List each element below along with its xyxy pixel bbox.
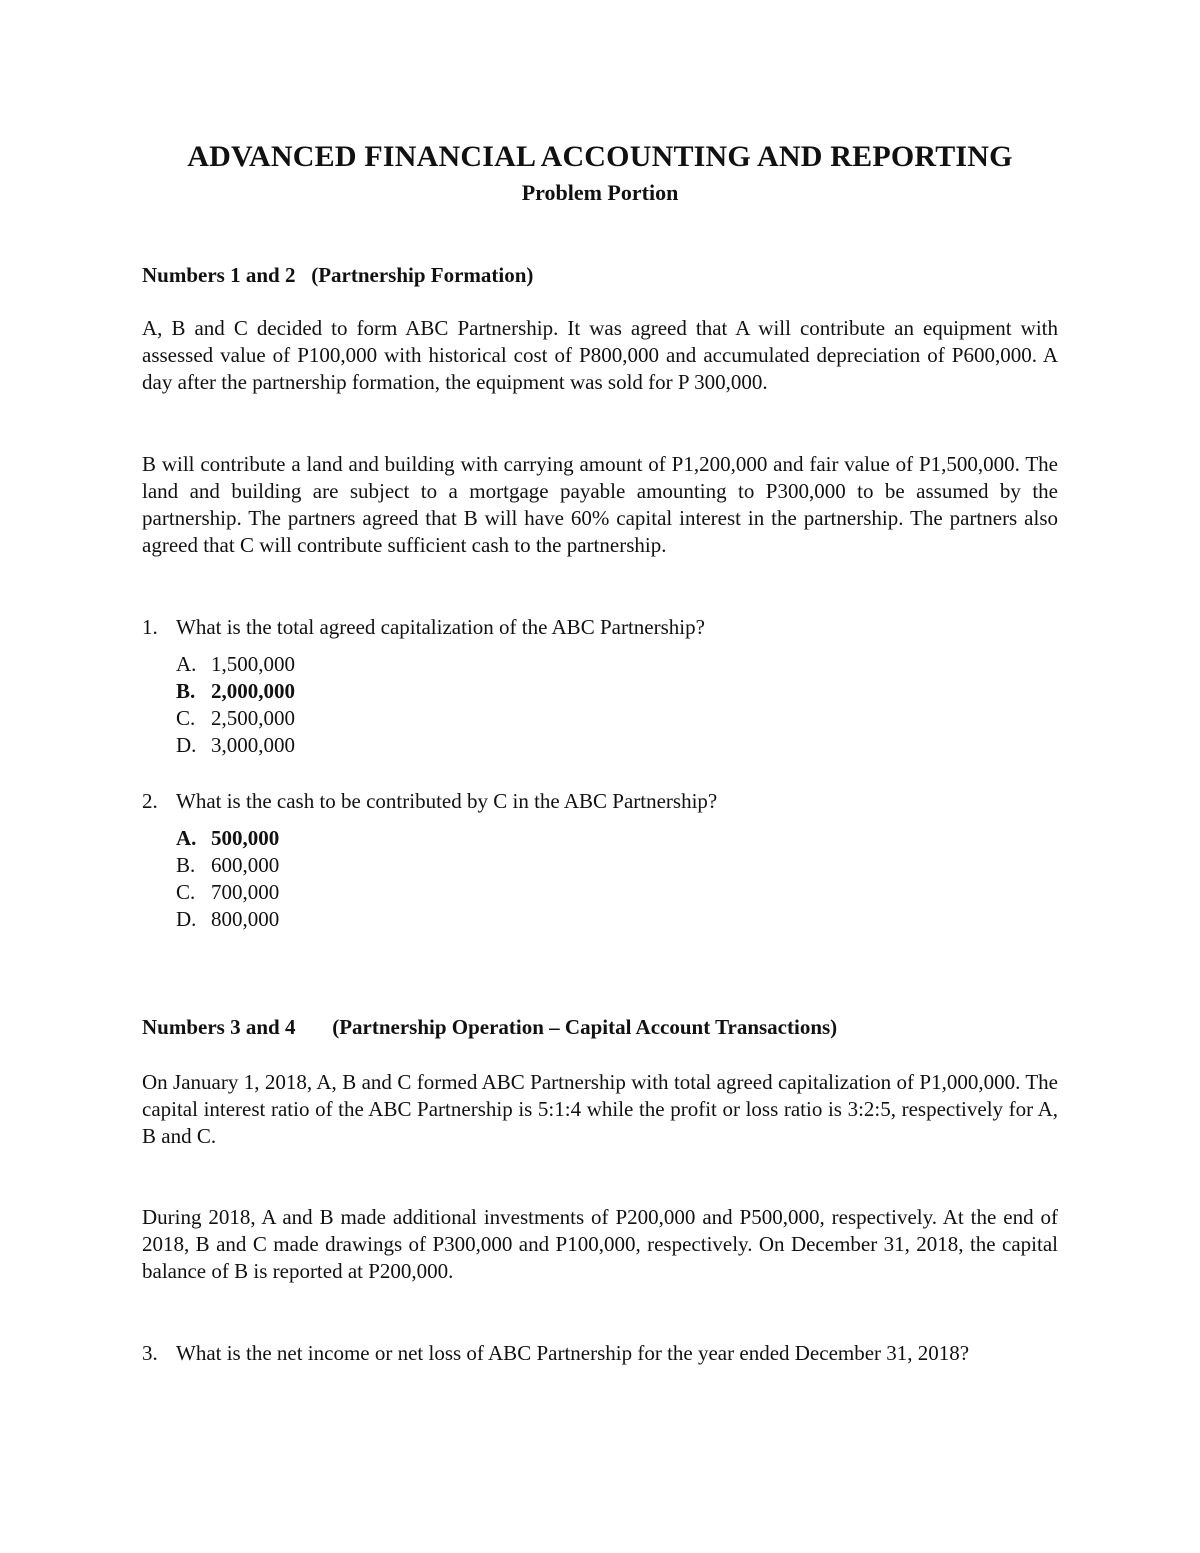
document-title: ADVANCED FINANCIAL ACCOUNTING AND REPORTING: [187, 140, 1013, 173]
section2-heading-topic: (Partnership Operation – Capital Account Transactions): [332, 1015, 838, 1039]
question-1-option-c: [176, 705, 295, 732]
question-1-options: [176, 651, 295, 759]
section1-paragraph-1: A, B and C decided to form ABC Partnership. It was agreed that A will contribute an equipment with assessed value of P100,000 with historical cost of P800,000 and accumulated depreciation of P600,000. A day after the partnership formation, the equipment was sold for P 300,000.: [142, 316, 1058, 394]
question-1-text: What is the total agreed capitalization of the ABC Partnership?: [176, 615, 705, 639]
section2-paragraph-1: On January 1, 2018, A, B and C formed ABC Partnership with total agreed capitalization of P1,000,000. The capital interest ratio of the ABC Partnership is 5:1:4 while the profit or loss ratio is 3:2:5, respectively for A, B and C.: [142, 1070, 1058, 1148]
question-2-option-c: [176, 879, 279, 906]
section2-heading-numbers: Numbers 3 and 4: [142, 1015, 296, 1039]
section2-heading: [142, 1015, 837, 1040]
question-3: [142, 1340, 1058, 1367]
question-3-text: What is the net income or net loss of ABC Partnership for the year ended December 31, 2018?: [176, 1341, 970, 1365]
question-1-option-b: [176, 678, 295, 705]
question-1-option-a: [176, 651, 295, 678]
option-letter: C.: [176, 880, 196, 904]
option-letter: A.: [176, 652, 197, 676]
option-letter: D.: [176, 907, 197, 931]
section1-heading-topic: (Partnership Formation): [311, 263, 534, 287]
option-value: 700,000: [211, 880, 280, 904]
section1-paragraph-2: B will contribute a land and building with carrying amount of P1,200,000 and fair value of P1,500,000. The land and building are subject to a mortgage payable amounting to P300,000 to be assumed by the partnership. The partners agreed that B will have 60% capital interest in the partnership. The partners also agreed that C will contribute sufficient cash to the partnership.: [142, 452, 1058, 557]
document-subtitle: Problem Portion: [521, 180, 679, 205]
question-1-option-d: [176, 732, 295, 759]
question-1: [142, 614, 1058, 641]
option-value: 500,000: [211, 826, 280, 850]
question-2-option-d: [176, 906, 279, 933]
section1-heading: [142, 263, 533, 288]
question-2-options: [176, 825, 279, 933]
option-value: 2,000,000: [211, 679, 295, 703]
question-2-option-a: [176, 825, 279, 852]
option-value: 800,000: [211, 907, 280, 931]
question-3-number: 3.: [142, 1341, 158, 1365]
question-1-number: 1.: [142, 615, 158, 639]
option-value: 1,500,000: [211, 652, 295, 676]
option-letter: C.: [176, 706, 196, 730]
section1-heading-numbers: Numbers 1 and 2: [142, 263, 296, 287]
question-2-option-b: [176, 852, 279, 879]
option-value: 600,000: [211, 853, 280, 877]
option-value: 2,500,000: [211, 706, 295, 730]
question-2-number: 2.: [142, 789, 158, 813]
option-value: 3,000,000: [211, 733, 295, 757]
option-letter: D.: [176, 733, 197, 757]
question-2-text: What is the cash to be contributed by C in the ABC Partnership?: [176, 789, 718, 813]
option-letter: A.: [176, 826, 197, 850]
question-2: [142, 788, 1058, 815]
section2-paragraph-2: During 2018, A and B made additional investments of P200,000 and P500,000, respectively. At the end of 2018, B and C made drawings of P300,000 and P100,000, respectively. On December 31, 2018, the capital balance of B is reported at P200,000.: [142, 1205, 1058, 1283]
option-letter: B.: [176, 679, 196, 703]
option-letter: B.: [176, 853, 196, 877]
